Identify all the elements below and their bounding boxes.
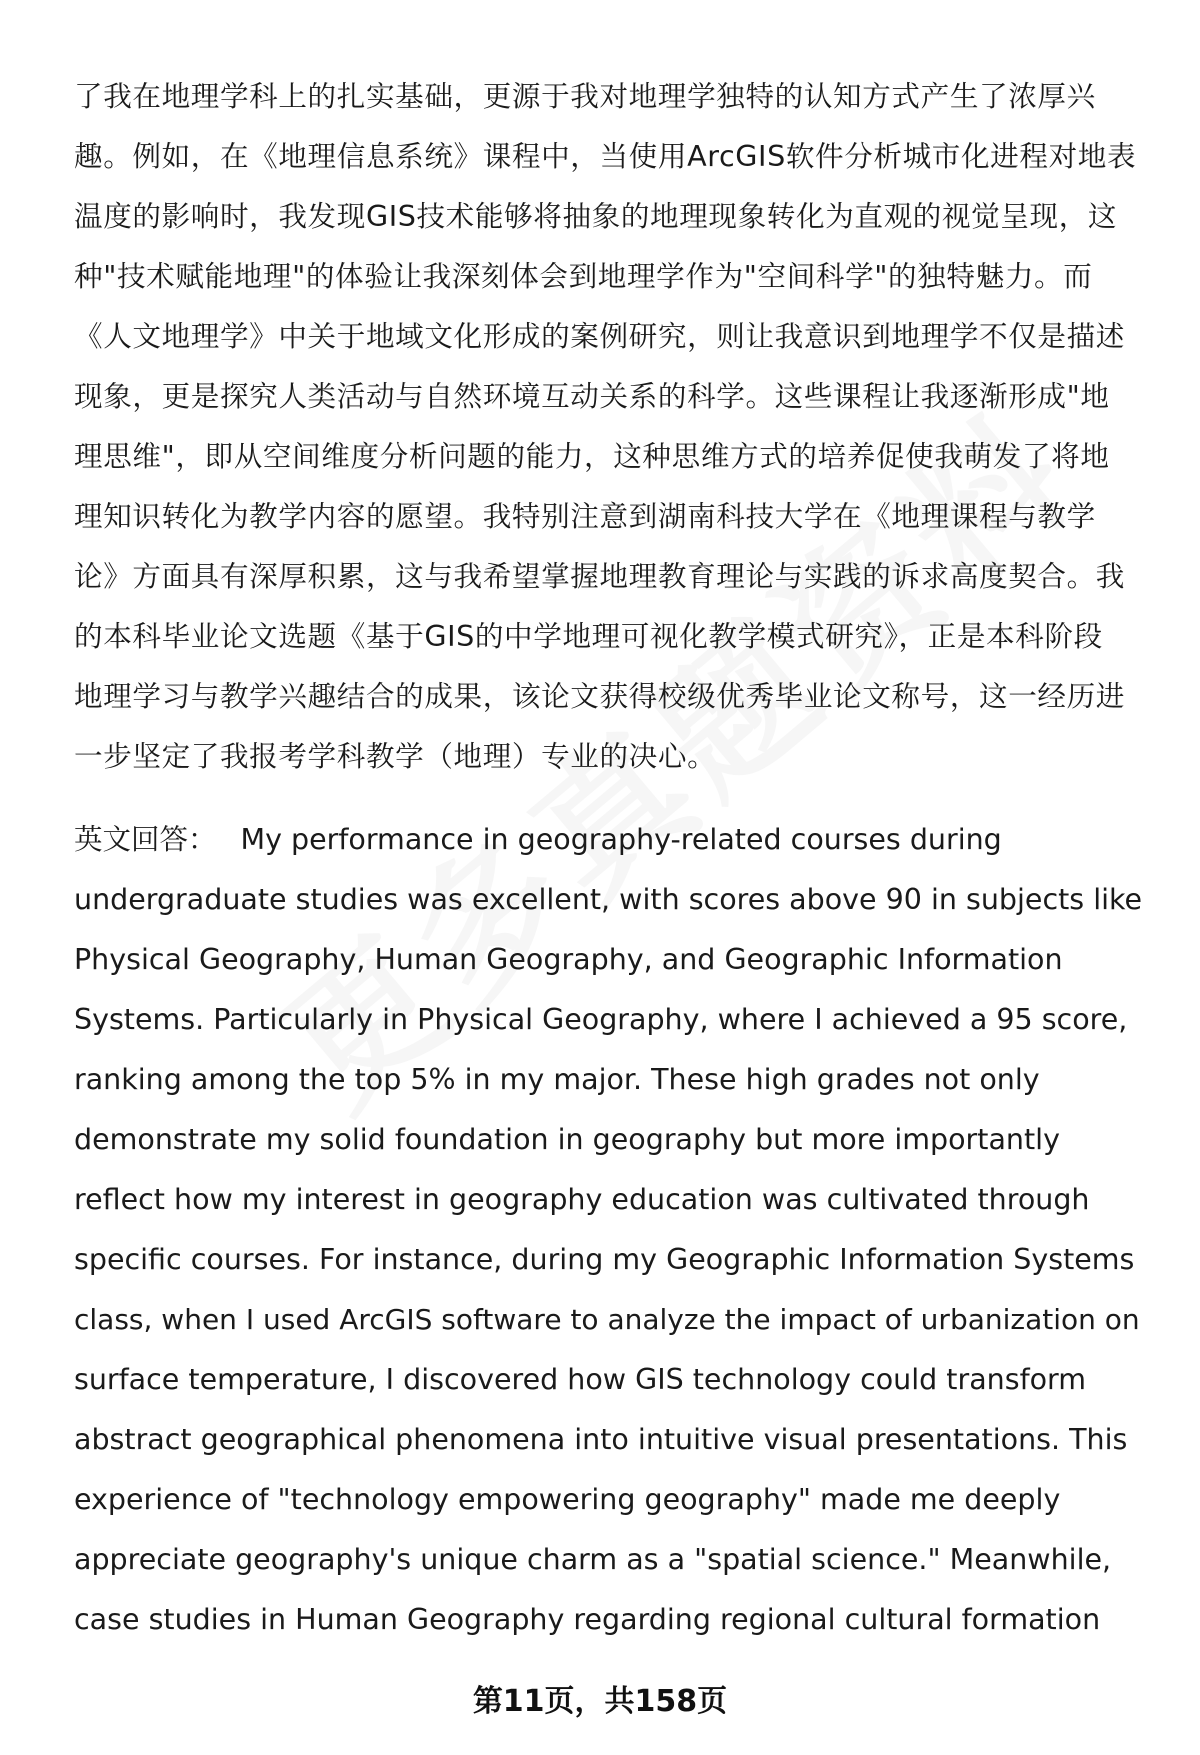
text-line: Systems. Particularly in Physical Geography, where I achieved a 95 score, (74, 1003, 1128, 1036)
text-line: 种"技术赋能地理"的体验让我深刻体会到地理学作为"空间科学"的独特魅力。而 (74, 259, 1093, 293)
text-line: surface temperature, I discovered how GIS technology could transform (74, 1363, 1087, 1396)
text-line: demonstrate my solid foundation in geography but more importantly (74, 1123, 1060, 1156)
text-line: 趣。例如，在《地理信息系统》课程中，当使用ArcGIS软件分析城市化进程对地表 (74, 139, 1137, 173)
text-line: 的本科毕业论文选题《基于GIS的中学地理可视化教学模式研究》，正是本科阶段 (74, 619, 1103, 653)
document-body (74, 66, 1154, 1650)
text-line: specific courses. For instance, during my Geographic Information Systems (74, 1243, 1135, 1276)
text-line: 理思维"，即从空间维度分析问题的能力，这种思维方式的培养促使我萌发了将地 (74, 439, 1110, 473)
text-line: undergraduate studies was excellent, with scores above 90 in subjects like (74, 883, 1143, 916)
english-answer-label: 英文回答： (74, 823, 217, 856)
text-line: 现象，更是探究人类活动与自然环境互动关系的科学。这些课程让我逐渐形成"地 (74, 379, 1110, 413)
text-line: 地理学习与教学兴趣结合的成果，该论文获得校级优秀毕业论文称号，这一经历进 (74, 679, 1125, 713)
text-line: 理知识转化为教学内容的愿望。我特别注意到湖南科技大学在《地理课程与教学 (74, 499, 1096, 533)
text-line: ranking among the top 5% in my major. These high grades not only (74, 1063, 1040, 1096)
text-line: 了我在地理学科上的扎实基础，更源于我对地理学独特的认知方式产生了浓厚兴 (74, 79, 1096, 113)
text-line (74, 810, 1154, 870)
text-line: case studies in Human Geography regarding regional cultural formation (74, 1603, 1101, 1636)
text-line: 一步坚定了我报考学科教学（地理）专业的决心。 (74, 739, 717, 773)
paragraph-spacer (74, 786, 1154, 810)
text-line: reflect how my interest in geography education was cultivated through (74, 1183, 1090, 1216)
text-line: 论》方面具有深厚积累，这与我希望掌握地理教育理论与实践的诉求高度契合。我 (74, 559, 1125, 593)
text-line: Physical Geography, Human Geography, and Geographic Information (74, 943, 1063, 976)
text-line: 温度的影响时，我发现GIS技术能够将抽象的地理现象转化为直观的视觉呈现，这 (74, 199, 1118, 233)
text-line-content: My performance in geography-related courses during (240, 823, 1002, 856)
text-line: appreciate geography's unique charm as a "spatial science." Meanwhile, (74, 1543, 1112, 1576)
text-line: class, when I used ArcGIS software to analyze the impact of urbanization on (74, 1303, 1140, 1336)
text-line: experience of "technology empowering geography" made me deeply (74, 1483, 1061, 1516)
text-line: 《人文地理学》中关于地域文化形成的案例研究，则让我意识到地理学不仅是描述 (74, 319, 1125, 353)
english-answer-paragraph (74, 810, 1154, 1650)
chinese-answer-paragraph (74, 66, 1154, 786)
page-number-footer: 第11页，共158页 (472, 1684, 728, 1719)
text-line: abstract geographical phenomena into intuitive visual presentations. This (74, 1423, 1128, 1456)
